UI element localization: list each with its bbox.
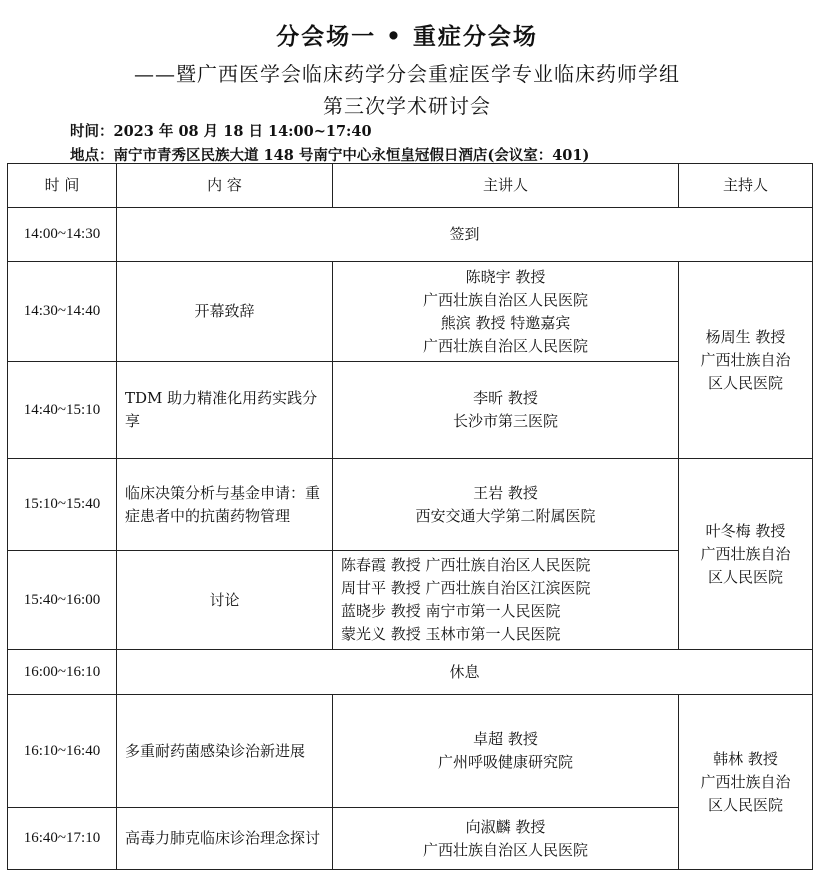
speaker-line: 卓超 教授 (473, 730, 538, 748)
table-row (8, 459, 813, 551)
speaker-line: 广州呼吸健康研究院 (437, 753, 573, 771)
place-label: 地点： (70, 147, 114, 164)
time-label: 时间： (70, 123, 114, 140)
row-time: 14:00~14:30 (8, 208, 117, 262)
speaker-line: 陈春霞 教授 广西壮族自治区人民医院 (341, 556, 591, 574)
row-speakers (333, 459, 679, 551)
row-speakers (333, 551, 679, 650)
row-time: 16:40~17:10 (8, 808, 117, 870)
row-host (679, 695, 813, 870)
header-speaker: 主讲人 (333, 164, 679, 208)
subtitle-line2: 第三次学术研讨会 (323, 94, 491, 118)
header-content: 内 容 (117, 164, 333, 208)
host-line: 区人民医院 (707, 373, 783, 392)
row-speakers (333, 362, 679, 459)
row-content: 多重耐药菌感染诊治新进展 (117, 695, 333, 808)
subtitle-line1: ——暨广西医学会临床药学分会重症医学专业临床药师学组 (134, 62, 680, 86)
table-row (8, 695, 813, 808)
host-line: 广西壮族自治 (700, 350, 791, 369)
row-speakers (333, 695, 679, 808)
host-line: 区人民医院 (707, 567, 783, 586)
speaker-line: 广西壮族自治区人民医院 (422, 840, 588, 859)
host-line: 广西壮族自治 (700, 772, 791, 791)
header-host: 主持人 (679, 164, 813, 208)
row-content: 高毒力肺克临床诊治理念探讨 (117, 808, 333, 870)
row-content: TDM 助力精准化用药实践分享 (117, 362, 333, 459)
speaker-line: 王岩 教授 (473, 483, 538, 502)
host-line: 韩林 教授 (713, 749, 778, 768)
time-value: 2023 年 08 月 18 日 14:00~17:40 (113, 123, 372, 140)
row-content: 临床决策分析与基金申请：重症患者中的抗菌药物管理 (117, 459, 333, 551)
speaker-line: 陈晓宇 教授 (465, 267, 546, 286)
speaker-line: 向淑麟 教授 (465, 817, 546, 836)
row-time: 15:40~16:00 (8, 551, 117, 650)
row-speakers (333, 808, 679, 870)
place-value: 南宁市青秀区民族大道 148 号南宁中心永恒皇冠假日酒店(会议室：401) (113, 147, 590, 164)
row-content: 休息 (117, 650, 813, 695)
row-time: 14:40~15:10 (8, 362, 117, 459)
table-header-row (8, 164, 813, 208)
speaker-line: 周甘平 教授 广西壮族自治区江滨医院 (341, 579, 591, 597)
speaker-line: 李昕 教授 (473, 389, 538, 407)
row-content: 签到 (117, 208, 813, 262)
row-host (679, 262, 813, 459)
row-host (679, 459, 813, 650)
row-time: 15:10~15:40 (8, 459, 117, 551)
host-line: 杨周生 教授 (705, 327, 786, 346)
row-time: 14:30~14:40 (8, 262, 117, 362)
speaker-line: 广西壮族自治区人民医院 (422, 336, 588, 355)
speaker-line: 广西壮族自治区人民医院 (422, 290, 588, 309)
row-time: 16:10~16:40 (8, 695, 117, 808)
row-content: 讨论 (117, 551, 333, 650)
speaker-line: 蒙光义 教授 玉林市第一人民医院 (341, 625, 561, 643)
host-line: 广西壮族自治 (700, 544, 791, 563)
table-row (8, 262, 813, 362)
table-row (8, 208, 813, 262)
page-title: 分会场一 • 重症分会场 (276, 23, 538, 50)
row-content: 开幕致辞 (117, 262, 333, 362)
row-speakers (333, 262, 679, 362)
speaker-line: 熊滨 教授 特邀嘉宾 (440, 313, 571, 332)
host-line: 叶冬梅 教授 (705, 521, 786, 540)
header-time: 时 间 (8, 164, 117, 208)
meeting-place (70, 144, 589, 165)
table-row (8, 650, 813, 695)
meeting-time (70, 120, 372, 141)
speaker-line: 西安交通大学第二附属医院 (415, 506, 596, 525)
host-line: 区人民医院 (707, 795, 783, 814)
speaker-line: 蓝晓步 教授 南宁市第一人民医院 (341, 602, 561, 620)
agenda-table (7, 163, 813, 870)
speaker-line: 长沙市第三医院 (452, 412, 558, 430)
row-time: 16:00~16:10 (8, 650, 117, 695)
